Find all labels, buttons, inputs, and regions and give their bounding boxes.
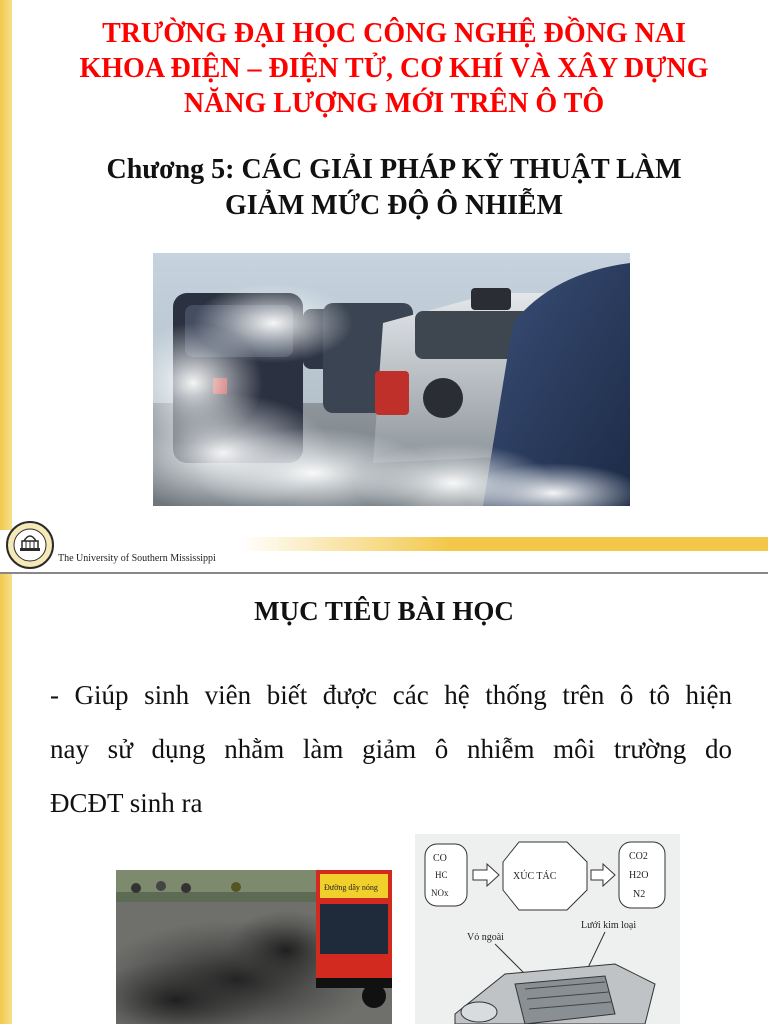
- bus-sign-text: Đường dây nóng: [324, 883, 378, 892]
- body-line-2: nay sử dụng nhằm làm giảm ô nhiễm môi trường do: [50, 734, 732, 764]
- output-h2o: H2O: [629, 870, 649, 881]
- input-co: CO: [433, 853, 447, 864]
- slide-2: [0, 574, 768, 1024]
- objective-paragraph: [50, 668, 732, 830]
- gold-side-bar: [0, 0, 12, 530]
- gold-side-bar: [0, 574, 12, 1024]
- catalytic-converter-diagram: [415, 834, 680, 1024]
- label-metal-mesh: Lưới kim loại: [581, 920, 637, 931]
- title-line-1: TRƯỜNG ĐẠI HỌC CÔNG NGHỆ ĐỒNG NAI: [102, 18, 686, 49]
- chapter-line-1: Chương 5: CÁC GIẢI PHÁP KỸ THUẬT LÀM: [106, 154, 682, 185]
- title-line-2: KHOA ĐIỆN – ĐIỆN TỬ, CƠ KHÍ VÀ XÂY DỰNG: [79, 53, 709, 84]
- slide-title: [20, 16, 768, 121]
- university-seal-icon: [6, 521, 54, 569]
- input-hc: HC: [435, 870, 448, 880]
- slide-heading: MỤC TIÊU BÀI HỌC: [254, 596, 514, 626]
- title-line-3: NĂNG LƯỢNG MỚI TRÊN Ô TÔ: [183, 88, 605, 119]
- footer-gold-band: [240, 537, 768, 551]
- output-co2: CO2: [629, 851, 648, 862]
- chapter-line-2: GIẢM MỨC ĐỘ Ô NHIỄM: [224, 190, 564, 221]
- output-n2: N2: [633, 889, 646, 900]
- label-outer-shell: Vỏ ngoài: [467, 932, 504, 943]
- chapter-title: [20, 152, 768, 224]
- catalyst-label: XÚC TÁC: [513, 871, 557, 882]
- traffic-smog-photo: [153, 253, 630, 506]
- footer-university-name: The University of Southern Mississippi: [58, 553, 216, 564]
- body-line-3: ĐCĐT sinh ra: [50, 788, 203, 818]
- body-line-1: - Giúp sinh viên biết được các hệ thống trên ô tô hiện: [50, 680, 732, 710]
- bus-exhaust-photo: [116, 870, 392, 1024]
- input-nox: NOx: [431, 888, 449, 898]
